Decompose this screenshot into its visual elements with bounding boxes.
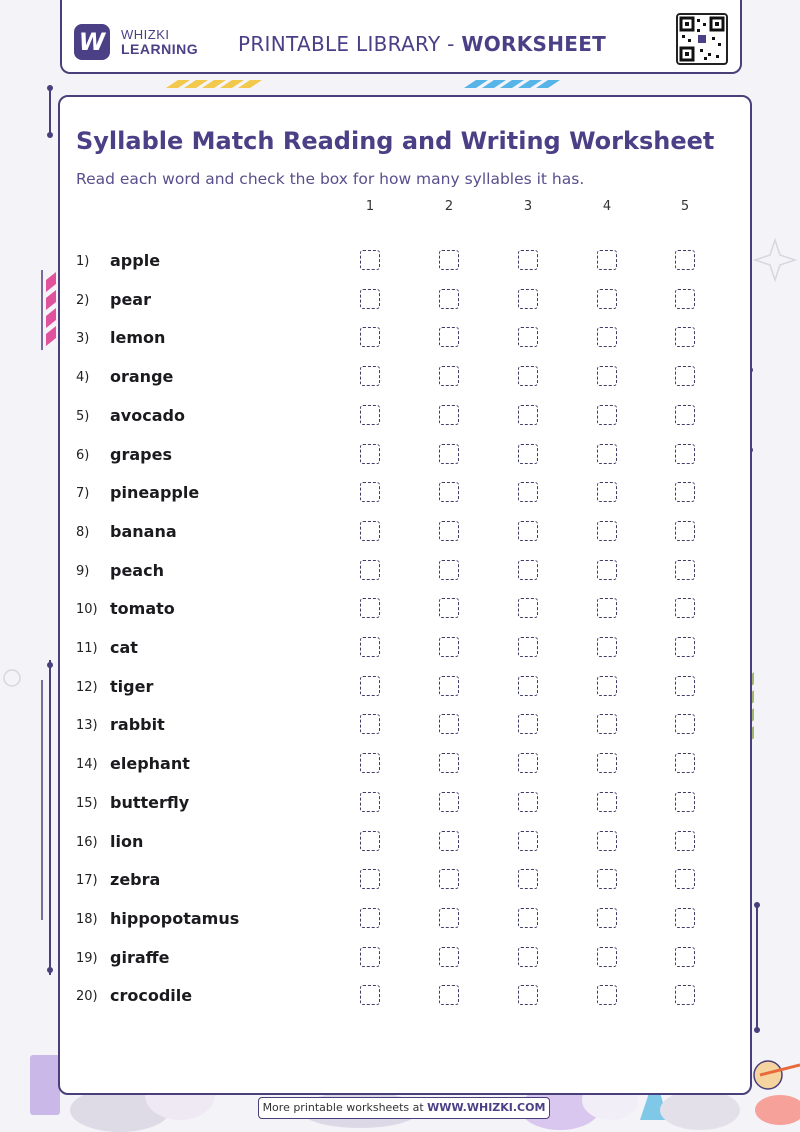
table-row	[0, 750, 800, 780]
syllable-checkbox-4[interactable]	[597, 405, 617, 425]
syllable-checkbox-1[interactable]	[360, 289, 380, 309]
syllable-checkbox-5[interactable]	[675, 289, 695, 309]
brand-wordmark	[121, 27, 198, 57]
syllable-checkbox-5[interactable]	[675, 714, 695, 734]
syllable-checkbox-2[interactable]	[439, 947, 459, 967]
footer-banner	[258, 1097, 550, 1119]
syllable-checkbox-2[interactable]	[439, 831, 459, 851]
syllable-checkbox-4[interactable]	[597, 831, 617, 851]
table-row	[0, 905, 800, 935]
syllable-checkbox-4[interactable]	[597, 250, 617, 270]
syllable-checkbox-3[interactable]	[518, 947, 538, 967]
syllable-checkbox-3[interactable]	[518, 792, 538, 812]
row-word: butterfly	[110, 792, 190, 812]
syllable-checkbox-1[interactable]	[360, 753, 380, 773]
syllable-checkbox-5[interactable]	[675, 947, 695, 967]
table-row	[0, 944, 800, 974]
syllable-checkbox-1[interactable]	[360, 869, 380, 889]
syllable-checkbox-3[interactable]	[518, 560, 538, 580]
row-number: 2)	[76, 292, 90, 308]
syllable-checkbox-3[interactable]	[518, 676, 538, 696]
column-header-3: 3	[523, 199, 533, 214]
row-word: lemon	[110, 328, 166, 348]
row-number: 3)	[76, 331, 90, 347]
table-row	[0, 982, 800, 1012]
syllable-checkbox-2[interactable]	[439, 676, 459, 696]
row-word: cat	[110, 638, 138, 657]
table-row	[0, 363, 800, 393]
table-row	[0, 595, 800, 625]
blue-stripes	[464, 80, 560, 88]
row-word: banana	[110, 521, 177, 541]
syllable-checkbox-5[interactable]	[675, 327, 695, 347]
syllable-checkbox-1[interactable]	[360, 327, 380, 347]
syllable-checkbox-3[interactable]	[518, 250, 538, 270]
syllable-checkbox-2[interactable]	[439, 598, 459, 618]
syllable-checkbox-5[interactable]	[675, 598, 695, 618]
syllable-checkbox-5[interactable]	[675, 366, 695, 386]
row-number: 14)	[76, 757, 98, 773]
page-title: Syllable Match Reading and Writing Worksheet	[76, 127, 715, 155]
table-row	[0, 286, 800, 316]
column-header-1: 1	[365, 199, 375, 214]
table-row	[0, 247, 800, 277]
syllable-checkbox-2[interactable]	[439, 637, 459, 657]
row-number: 9)	[76, 563, 90, 579]
row-number: 13)	[76, 718, 98, 734]
syllable-checkbox-1[interactable]	[360, 560, 380, 580]
table-row	[0, 402, 800, 432]
row-word: avocado	[110, 405, 185, 425]
row-word: hippopotamus	[110, 908, 240, 928]
syllable-checkbox-3[interactable]	[518, 482, 538, 502]
qr-code-icon	[676, 13, 728, 65]
row-word: crocodile	[110, 986, 193, 1006]
syllable-checkbox-2[interactable]	[439, 521, 459, 541]
table-row	[0, 557, 800, 587]
whizki-logo-icon: W	[74, 24, 110, 60]
row-number: 18)	[76, 911, 98, 927]
syllable-checkbox-5[interactable]	[675, 250, 695, 270]
syllable-checkbox-2[interactable]	[439, 405, 459, 425]
syllable-checkbox-4[interactable]	[597, 947, 617, 967]
syllable-checkbox-3[interactable]	[518, 289, 538, 309]
syllable-checkbox-5[interactable]	[675, 869, 695, 889]
syllable-checkbox-4[interactable]	[597, 560, 617, 580]
syllable-checkbox-5[interactable]	[675, 676, 695, 696]
syllable-checkbox-1[interactable]	[360, 792, 380, 812]
table-row	[0, 634, 800, 664]
syllable-checkbox-4[interactable]	[597, 908, 617, 928]
syllable-checkbox-5[interactable]	[675, 521, 695, 541]
syllable-checkbox-4[interactable]	[597, 753, 617, 773]
qr-pattern	[678, 15, 726, 63]
syllable-checkbox-5[interactable]	[675, 637, 695, 657]
syllable-checkbox-3[interactable]	[518, 753, 538, 773]
syllable-checkbox-4[interactable]	[597, 637, 617, 657]
syllable-checkbox-3[interactable]	[518, 405, 538, 425]
syllable-checkbox-3[interactable]	[518, 831, 538, 851]
row-number: 17)	[76, 873, 98, 889]
syllable-checkbox-3[interactable]	[518, 366, 538, 386]
syllable-checkbox-5[interactable]	[675, 792, 695, 812]
syllable-checkbox-2[interactable]	[439, 908, 459, 928]
row-word: zebra	[110, 870, 161, 890]
syllable-checkbox-2[interactable]	[439, 869, 459, 889]
row-word: rabbit	[110, 715, 165, 735]
syllable-checkbox-3[interactable]	[518, 985, 538, 1005]
table-row	[0, 673, 800, 703]
column-header-2: 2	[444, 199, 454, 214]
footer-link[interactable]: WWW.WHIZKI.COM	[427, 1101, 546, 1114]
syllable-checkbox-5[interactable]	[675, 985, 695, 1005]
column-header-4: 4	[602, 199, 612, 214]
syllable-checkbox-1[interactable]	[360, 250, 380, 270]
syllable-checkbox-4[interactable]	[597, 869, 617, 889]
row-number: 6)	[76, 447, 90, 463]
syllable-checkbox-5[interactable]	[675, 560, 695, 580]
table-row	[0, 441, 800, 471]
table-row	[0, 518, 800, 548]
syllable-checkbox-5[interactable]	[675, 444, 695, 464]
syllable-checkbox-4[interactable]	[597, 792, 617, 812]
syllable-checkbox-2[interactable]	[439, 327, 459, 347]
syllable-checkbox-5[interactable]	[675, 482, 695, 502]
syllable-checkbox-3[interactable]	[518, 598, 538, 618]
syllable-checkbox-1[interactable]	[360, 444, 380, 464]
row-number: 7)	[76, 486, 90, 502]
syllable-checkbox-3[interactable]	[518, 444, 538, 464]
row-word: tiger	[110, 676, 154, 696]
row-number: 10)	[76, 602, 98, 618]
syllable-checkbox-2[interactable]	[439, 444, 459, 464]
syllable-checkbox-2[interactable]	[439, 289, 459, 309]
footer-text: More printable worksheets at	[262, 1101, 428, 1114]
syllable-checkbox-4[interactable]	[597, 714, 617, 734]
row-number: 5)	[76, 408, 90, 424]
row-word: peach	[110, 560, 164, 580]
row-word: elephant	[110, 754, 190, 774]
row-word: orange	[110, 367, 174, 387]
syllable-checkbox-1[interactable]	[360, 676, 380, 696]
syllable-checkbox-1[interactable]	[360, 831, 380, 851]
yellow-stripes	[166, 80, 262, 88]
instructions: Read each word and check the box for how many syllables it has.	[76, 170, 585, 188]
row-number: 1)	[76, 254, 90, 269]
table-row	[0, 324, 800, 354]
syllable-checkbox-5[interactable]	[675, 405, 695, 425]
syllable-checkbox-5[interactable]	[675, 831, 695, 851]
row-number: 8)	[76, 524, 90, 540]
syllable-checkbox-4[interactable]	[597, 327, 617, 347]
syllable-checkbox-1[interactable]	[360, 637, 380, 657]
syllable-checkbox-4[interactable]	[597, 598, 617, 618]
brand-line-1: WHIZKI	[121, 27, 170, 42]
syllable-checkbox-2[interactable]	[439, 714, 459, 734]
syllable-checkbox-1[interactable]	[360, 521, 380, 541]
syllable-checkbox-2[interactable]	[439, 985, 459, 1005]
row-number: 19)	[76, 950, 98, 966]
syllable-checkbox-4[interactable]	[597, 444, 617, 464]
header-title-bold: WORKSHEET	[461, 32, 607, 56]
syllable-checkbox-1[interactable]	[360, 405, 380, 425]
table-row	[0, 479, 800, 509]
syllable-checkbox-3[interactable]	[518, 869, 538, 889]
syllable-checkbox-1[interactable]	[360, 947, 380, 967]
syllable-checkbox-3[interactable]	[518, 714, 538, 734]
syllable-checkbox-4[interactable]	[597, 366, 617, 386]
syllable-checkbox-5[interactable]	[675, 753, 695, 773]
row-number: 16)	[76, 834, 98, 850]
row-number: 4)	[76, 370, 90, 386]
syllable-checkbox-2[interactable]	[439, 250, 459, 270]
row-number: 11)	[76, 641, 98, 656]
syllable-checkbox-1[interactable]	[360, 714, 380, 734]
syllable-checkbox-4[interactable]	[597, 676, 617, 696]
row-word: tomato	[110, 599, 175, 619]
syllable-checkbox-2[interactable]	[439, 366, 459, 386]
table-row	[0, 711, 800, 741]
syllable-checkbox-3[interactable]	[518, 521, 538, 541]
syllable-checkbox-4[interactable]	[597, 521, 617, 541]
syllable-checkbox-3[interactable]	[518, 637, 538, 657]
row-word: giraffe	[110, 947, 170, 967]
syllable-checkbox-4[interactable]	[597, 985, 617, 1005]
row-word: grapes	[110, 444, 172, 464]
syllable-checkbox-4[interactable]	[597, 482, 617, 502]
syllable-checkbox-2[interactable]	[439, 792, 459, 812]
row-word: apple	[110, 251, 161, 270]
syllable-checkbox-1[interactable]	[360, 985, 380, 1005]
row-word: pear	[110, 289, 151, 309]
header-title	[238, 32, 606, 56]
syllable-checkbox-2[interactable]	[439, 753, 459, 773]
table-row	[0, 789, 800, 819]
row-word: pineapple	[110, 483, 200, 503]
syllable-checkbox-1[interactable]	[360, 908, 380, 928]
row-word: lion	[110, 831, 144, 851]
syllable-checkbox-3[interactable]	[518, 908, 538, 928]
table-row	[0, 866, 800, 896]
row-number: 12)	[76, 679, 98, 695]
row-number: 20)	[76, 989, 98, 1005]
column-header-5: 5	[680, 199, 690, 214]
brand-line-2: LEARNING	[121, 41, 199, 57]
syllable-checkbox-1[interactable]	[360, 482, 380, 502]
syllable-checkbox-2[interactable]	[439, 482, 459, 502]
syllable-checkbox-5[interactable]	[675, 908, 695, 928]
table-row	[0, 828, 800, 858]
syllable-checkbox-4[interactable]	[597, 289, 617, 309]
row-number: 15)	[76, 795, 98, 811]
syllable-checkbox-1[interactable]	[360, 366, 380, 386]
syllable-checkbox-2[interactable]	[439, 560, 459, 580]
syllable-checkbox-1[interactable]	[360, 598, 380, 618]
header-title-prefix: PRINTABLE LIBRARY -	[238, 32, 462, 56]
syllable-checkbox-3[interactable]	[518, 327, 538, 347]
